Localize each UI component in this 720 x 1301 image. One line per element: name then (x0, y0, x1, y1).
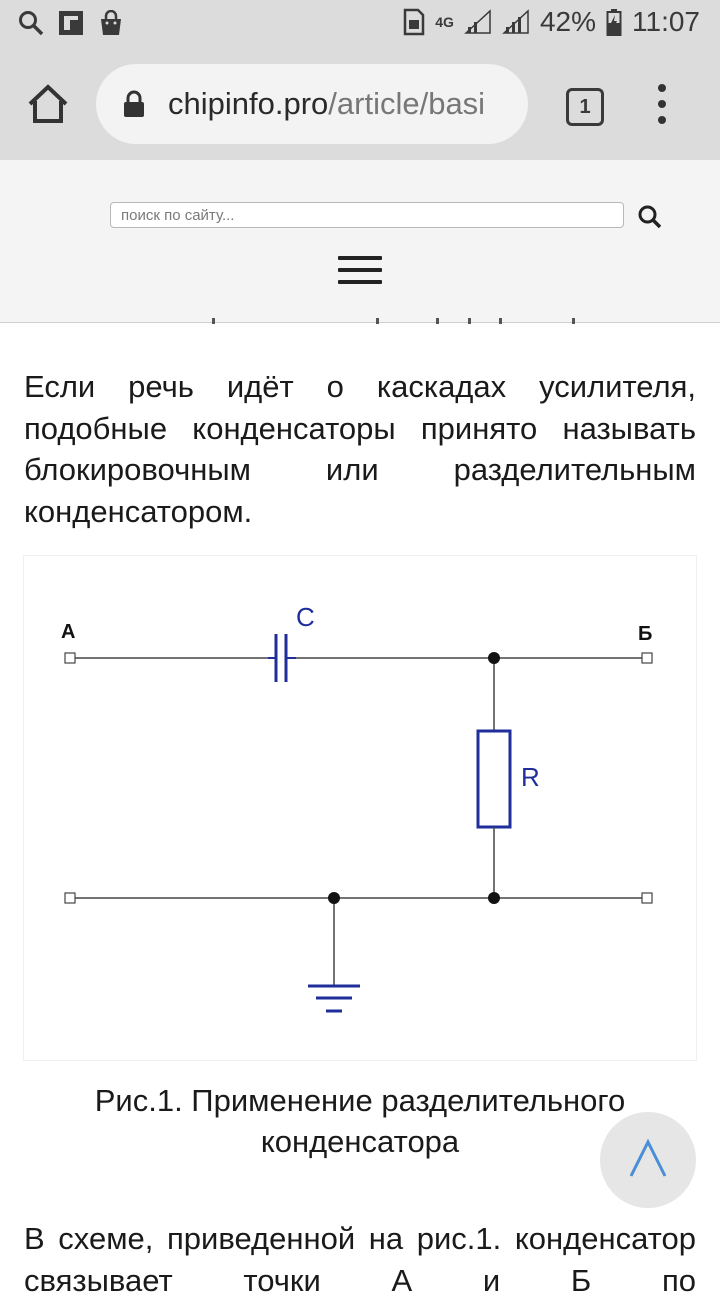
terminal-b (642, 653, 652, 663)
tab-switcher-button[interactable]: 1 (566, 88, 604, 126)
label-a: А (61, 621, 76, 643)
terminal-bottom-right (642, 893, 652, 903)
circuit-diagram (24, 556, 696, 1060)
url-text[interactable] (168, 86, 512, 122)
terminal-a (65, 653, 75, 663)
address-bar[interactable] (96, 64, 528, 144)
sim-card-icon (403, 8, 425, 36)
battery-percent: 42% (539, 6, 596, 37)
scroll-to-top-button[interactable] (600, 1112, 696, 1208)
hamburger-line (338, 256, 382, 260)
hamburger-line (338, 280, 382, 284)
network-type: 4G (435, 14, 454, 30)
resistor (478, 731, 510, 827)
junction-dot (488, 892, 500, 904)
chevron-up-icon (628, 1138, 668, 1180)
label-resistor: R (521, 762, 540, 792)
hamburger-line (338, 268, 382, 272)
hamburger-menu-button[interactable] (338, 256, 382, 288)
circuit-figure (24, 556, 696, 1060)
clipped-text-remnant (24, 318, 696, 328)
label-capacitor: C (296, 602, 315, 632)
label-b: Б (638, 623, 653, 645)
search-notification-icon (18, 10, 44, 36)
signal-icon-2 (502, 9, 530, 35)
signal-icon (464, 9, 492, 35)
battery-icon (606, 8, 622, 36)
home-icon[interactable] (26, 82, 70, 126)
url-path: /article/basi (328, 86, 486, 121)
url-domain: chipinfo.pro (168, 86, 329, 121)
flipboard-icon (58, 10, 84, 36)
search-icon[interactable] (637, 204, 663, 230)
article-paragraph: Если речь идёт о каскадах усилителя, подобные конденсаторы принято называть блокировочным или разделительным конденсатором. (24, 369, 696, 529)
shopping-bag-icon (98, 10, 124, 36)
site-search-input[interactable] (110, 202, 624, 228)
browser-toolbar (0, 48, 720, 160)
site-header (0, 160, 720, 323)
status-bar (0, 0, 720, 48)
junction-dot (328, 892, 340, 904)
terminal-bottom-left (65, 893, 75, 903)
clock: 11:07 (632, 6, 700, 37)
junction-dot (488, 652, 500, 664)
overflow-menu-icon[interactable] (652, 82, 672, 126)
article-paragraph-2: В схеме, приведенной на рис.1. конденсатор связывает точки А и Б по (24, 1221, 696, 1298)
lock-icon (122, 90, 146, 118)
figure-caption: Рис.1. Применение разделительного конденсатора (94, 1083, 626, 1159)
